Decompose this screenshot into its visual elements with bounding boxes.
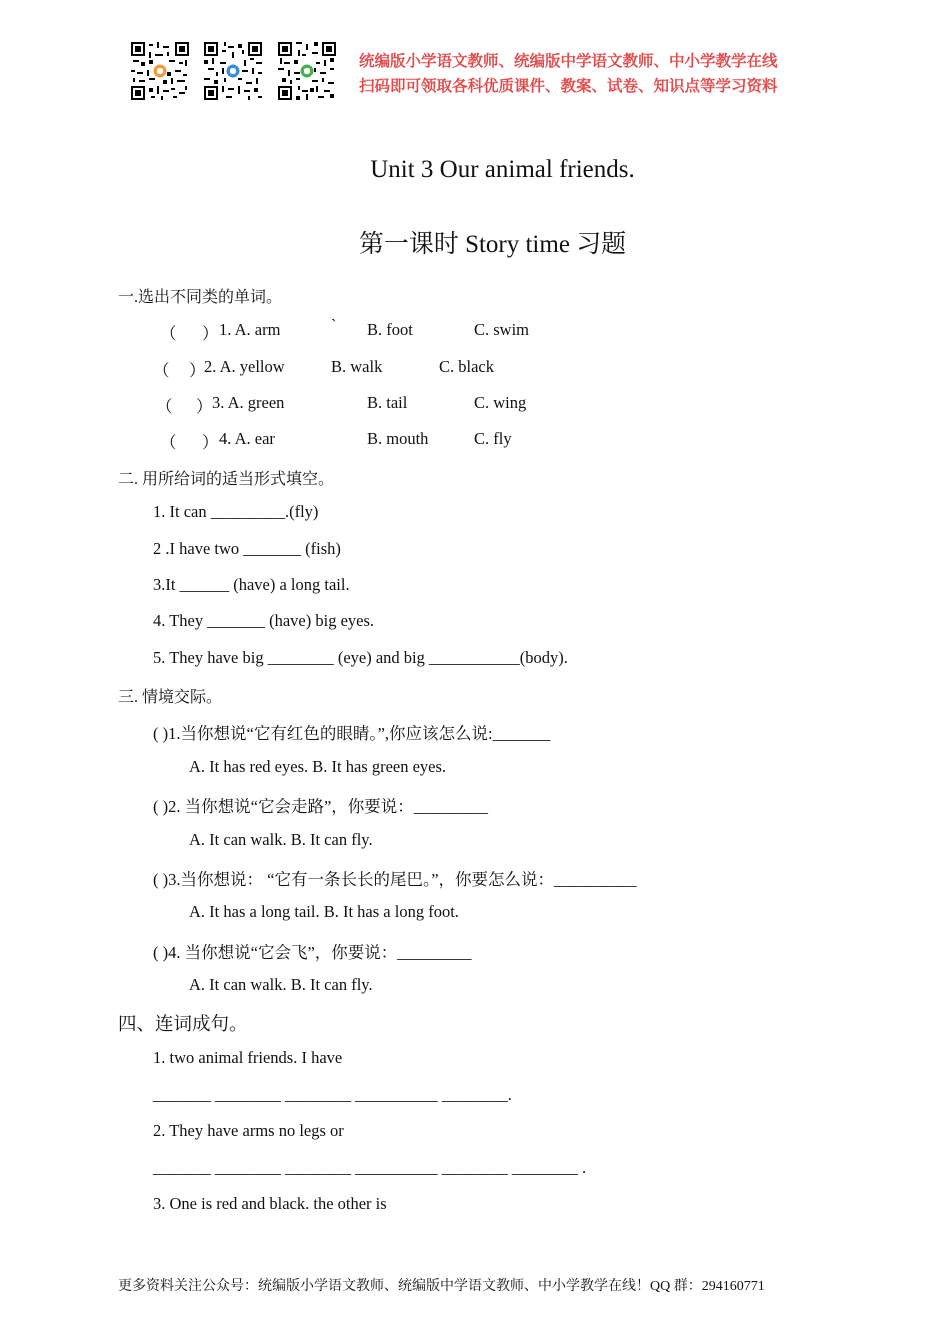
s1-q1-option-c: C. swim <box>474 320 530 339</box>
s2-item-3: 3.It ______ (have) a long tail. <box>153 575 350 594</box>
s3-q3: ( )3.当你想说： “它有一条长长的尾巴。”，你要怎么说：__________ <box>153 870 637 889</box>
s1-q1-paren-open: （ <box>160 324 177 343</box>
s1-q3-option-c: C. wing <box>474 393 527 412</box>
s3-q4-options: A. It can walk. B. It can fly. <box>189 975 373 994</box>
section1-heading: 一.选出不同类的单词。 <box>118 289 283 306</box>
s1-q1-stray-mark: ` <box>331 316 337 335</box>
s1-q4-option-a: 4. A. ear <box>219 429 275 448</box>
s1-q4-option-c: C. fly <box>474 429 512 448</box>
banner-line-1: 统编版小学语文教师、统编版中学语文教师、中小学教学在线 <box>359 52 778 70</box>
section4-heading: 四、连词成句。 <box>118 1015 248 1035</box>
s1-q2-option-a: 2. A. yellow <box>204 357 285 376</box>
s1-q3-paren-close: ） <box>196 397 213 416</box>
s1-q2-option-b: B. walk <box>331 357 383 376</box>
page-title: Unit 3 Our animal friends. <box>370 156 635 183</box>
section2-heading: 二. 用所给词的适当形式填空。 <box>118 471 335 488</box>
s1-q2-paren-close: ） <box>189 361 206 380</box>
qr-code-2 <box>204 42 262 100</box>
s4-item-2-words: 2. They have arms no legs or <box>153 1121 344 1140</box>
s4-item-1-words: 1. two animal friends. I have <box>153 1048 343 1067</box>
s1-q2-option-c: C. black <box>439 357 494 376</box>
s2-item-5: 5. They have big ________ (eye) and big ___________(body). <box>153 648 568 667</box>
s3-q3-options: A. It has a long tail. B. It has a long foot. <box>189 902 459 921</box>
s3-q4: ( )4. 当你想说“它会飞”，你要说：_________ <box>153 943 472 962</box>
s3-q2-options: A. It can walk. B. It can fly. <box>189 830 373 849</box>
s3-q1-options: A. It has red eyes. B. It has green eyes. <box>189 757 447 776</box>
s3-q1: ( )1.当你想说“它有红色的眼睛。”,你应该怎么说:_______ <box>153 724 551 743</box>
s1-q4-paren-open: （ <box>160 433 177 452</box>
s2-item-4: 4. They _______ (have) big eyes. <box>153 611 375 630</box>
s2-item-2: 2 .I have two _______ (fish) <box>153 539 341 558</box>
qr-code-3 <box>278 42 336 100</box>
banner-line-2: 扫码即可领取各科优质课件、教案、试卷、知识点等学习资料 <box>359 77 778 95</box>
s1-q2-paren-open: （ <box>153 361 170 380</box>
s1-q4-option-b: B. mouth <box>367 429 429 448</box>
s4-item-1-blanks: _______ ________ ________ __________ ________. <box>153 1085 512 1104</box>
page-subtitle: 第一课时 Story time 习题 <box>358 231 627 258</box>
s1-q1-option-a: 1. A. arm <box>219 320 281 339</box>
footer-text: 更多资料关注公众号：统编版小学语文教师、统编版中学语文教师、中小学教学在线！QQ 群：294160771 <box>118 1279 765 1294</box>
section3-heading: 三. 情境交际。 <box>118 689 223 706</box>
s1-q3-paren-open: （ <box>156 397 173 416</box>
s1-q1-paren-close: ） <box>202 324 219 343</box>
s1-q4-paren-close: ） <box>202 433 219 452</box>
s1-q1-option-b: B. foot <box>367 320 413 339</box>
s4-item-2-blanks: _______ ________ ________ __________ ________ ________ . <box>153 1158 587 1177</box>
s3-q2: ( )2. 当你想说“它会走路”，你要说：_________ <box>153 797 489 816</box>
qr-code-1 <box>131 42 189 100</box>
s1-q3-option-a: 3. A. green <box>212 393 285 412</box>
s4-item-3-words: 3. One is red and black. the other is <box>153 1194 387 1213</box>
s1-q3-option-b: B. tail <box>367 393 408 412</box>
s2-item-1: 1. It can _________.(fly) <box>153 502 319 521</box>
